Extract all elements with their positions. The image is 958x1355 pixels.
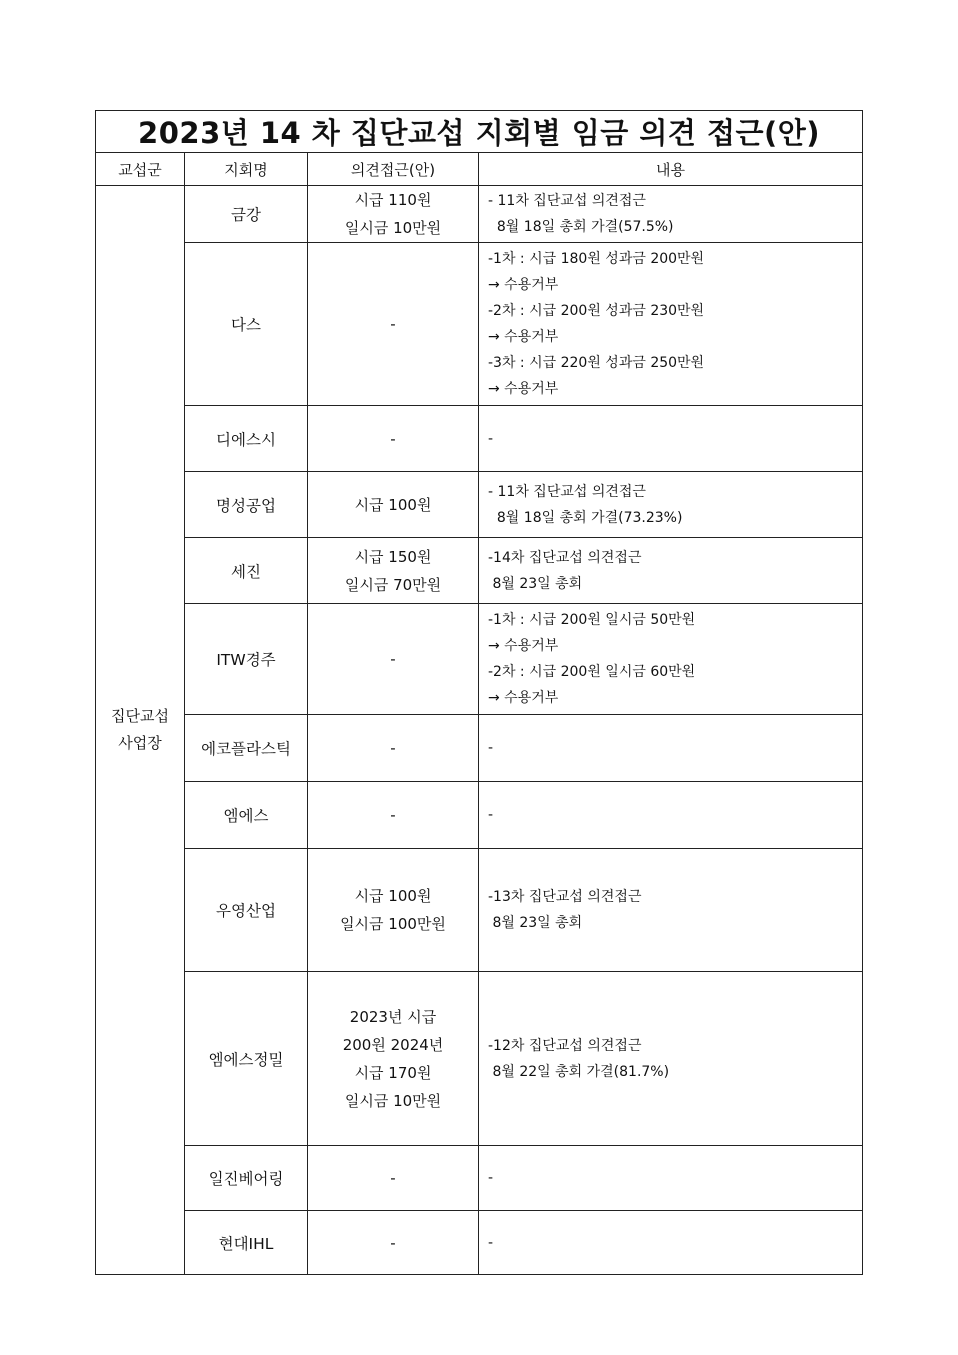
table-row: [96, 472, 863, 538]
proposal-cell: [308, 972, 479, 1146]
proposal-cell: [308, 243, 479, 406]
title-row: [96, 111, 863, 153]
proposal-cell: [308, 849, 479, 972]
content-line: -12차 집단교섭 의견접근: [488, 1037, 642, 1054]
wage-table: [95, 110, 863, 1275]
header-group: 교섭군: [96, 153, 185, 186]
header-row: [96, 153, 863, 186]
table-row: [96, 849, 863, 972]
proposal-line: 시급 100원: [354, 887, 432, 905]
content-line: -13차 집단교섭 의견접근: [488, 889, 642, 905]
table-row: [96, 406, 863, 472]
content-cell: [479, 972, 863, 1146]
branch-name: 디에스시: [185, 406, 308, 472]
proposal-cell: [308, 472, 479, 538]
content-line: 8월 23일 총회: [488, 915, 583, 931]
table-row: [96, 782, 863, 849]
group-label-line: 집단교섭: [111, 707, 169, 725]
content-cell: [479, 243, 863, 406]
content-line: -2차 : 시급 200원 성과금 230만원: [488, 303, 705, 319]
proposal-line: -: [390, 1233, 396, 1252]
content-cell: [479, 1146, 863, 1211]
proposal-line: -: [390, 429, 396, 448]
table-row: [96, 1211, 863, 1275]
content-line: - 11차 집단교섭 의견접근: [488, 483, 646, 500]
proposal-cell: [308, 782, 479, 849]
branch-name: ITW경주: [185, 604, 308, 715]
table-row: [96, 1146, 863, 1211]
table-row: [96, 715, 863, 782]
content-cell: [479, 1211, 863, 1275]
proposal-line: -: [390, 1169, 396, 1187]
proposal-line: -: [390, 806, 396, 824]
proposal-line: 일시금 70만원: [344, 575, 442, 594]
content-line: - 11차 집단교섭 의견접근: [488, 193, 646, 209]
proposal-line: 일시금 10만원: [344, 1091, 442, 1110]
content-line: 8월 22일 총회 가결(81.7%): [488, 1063, 670, 1080]
content-line: -: [488, 740, 494, 756]
content-cell: [479, 538, 863, 604]
content-cell: [479, 406, 863, 472]
group-label-line: 사업장: [118, 734, 162, 752]
content-line: -3차 : 시급 220원 성과금 250만원: [488, 355, 705, 371]
branch-name: 엠에스정밀: [185, 972, 308, 1146]
proposal-line: 2023년 시급: [349, 1007, 437, 1026]
branch-name: 일진베어링: [185, 1146, 308, 1211]
group-cell: [96, 186, 185, 1275]
header-content: 내용: [479, 153, 863, 186]
page-title: 2023년 14 차 집단교섭 지회별 임금 의견 접근(안): [96, 111, 863, 153]
proposal-cell: [308, 406, 479, 472]
proposal-cell: [308, 1211, 479, 1275]
content-line: 8월 18일 총회 가결(73.23%): [488, 509, 683, 526]
proposal-line: 시급 100원: [354, 495, 432, 514]
content-cell: [479, 782, 863, 849]
content-line: → 수용거부: [488, 329, 559, 345]
proposal-line: -: [390, 739, 396, 757]
proposal-line: 일시금 10만원: [344, 219, 442, 237]
content-cell: [479, 604, 863, 715]
proposal-line: 시급 170원: [354, 1063, 432, 1082]
table-row: [96, 186, 863, 243]
content-line: -14차 집단교섭 의견접근: [488, 549, 642, 566]
content-line: -: [488, 807, 494, 823]
content-line: -: [488, 1170, 494, 1186]
proposal-line: 시급 150원: [354, 547, 432, 566]
content-cell: [479, 186, 863, 243]
content-line: → 수용거부: [488, 638, 559, 654]
branch-name: 현대IHL: [185, 1211, 308, 1275]
content-line: → 수용거부: [488, 381, 559, 397]
proposal-line: -: [390, 315, 396, 333]
content-line: -: [488, 430, 494, 447]
branch-name: 우영산업: [185, 849, 308, 972]
branch-name: 금강: [185, 186, 308, 243]
table-row: [96, 604, 863, 715]
table-row: [96, 243, 863, 406]
branch-name: 다스: [185, 243, 308, 406]
proposal-cell: [308, 538, 479, 604]
content-cell: [479, 715, 863, 782]
proposal-cell: [308, 604, 479, 715]
proposal-cell: [308, 186, 479, 243]
content-line: 8월 23일 총회: [488, 575, 583, 592]
content-line: → 수용거부: [488, 690, 559, 706]
proposal-line: 시급 110원: [354, 191, 432, 209]
proposal-cell: [308, 715, 479, 782]
content-line: -1차 : 시급 180원 성과금 200만원: [488, 251, 705, 267]
table-row: [96, 538, 863, 604]
content-line: 8월 18일 총회 가결(57.5%): [488, 219, 674, 235]
content-cell: [479, 472, 863, 538]
proposal-line: 200원 2024년: [342, 1035, 444, 1054]
branch-name: 명성공업: [185, 472, 308, 538]
proposal-line: 일시금 100만원: [340, 915, 446, 933]
branch-name: 에코플라스틱: [185, 715, 308, 782]
header-branch: 지회명: [185, 153, 308, 186]
content-line: -: [488, 1234, 494, 1251]
content-line: -2차 : 시급 200원 일시금 60만원: [488, 664, 696, 680]
proposal-cell: [308, 1146, 479, 1211]
header-proposal: 의견접근(안): [308, 153, 479, 186]
table-row: [96, 972, 863, 1146]
branch-name: 세진: [185, 538, 308, 604]
content-cell: [479, 849, 863, 972]
content-line: → 수용거부: [488, 277, 559, 293]
branch-name: 엠에스: [185, 782, 308, 849]
content-line: -1차 : 시급 200원 일시금 50만원: [488, 612, 696, 628]
proposal-line: -: [390, 650, 396, 668]
